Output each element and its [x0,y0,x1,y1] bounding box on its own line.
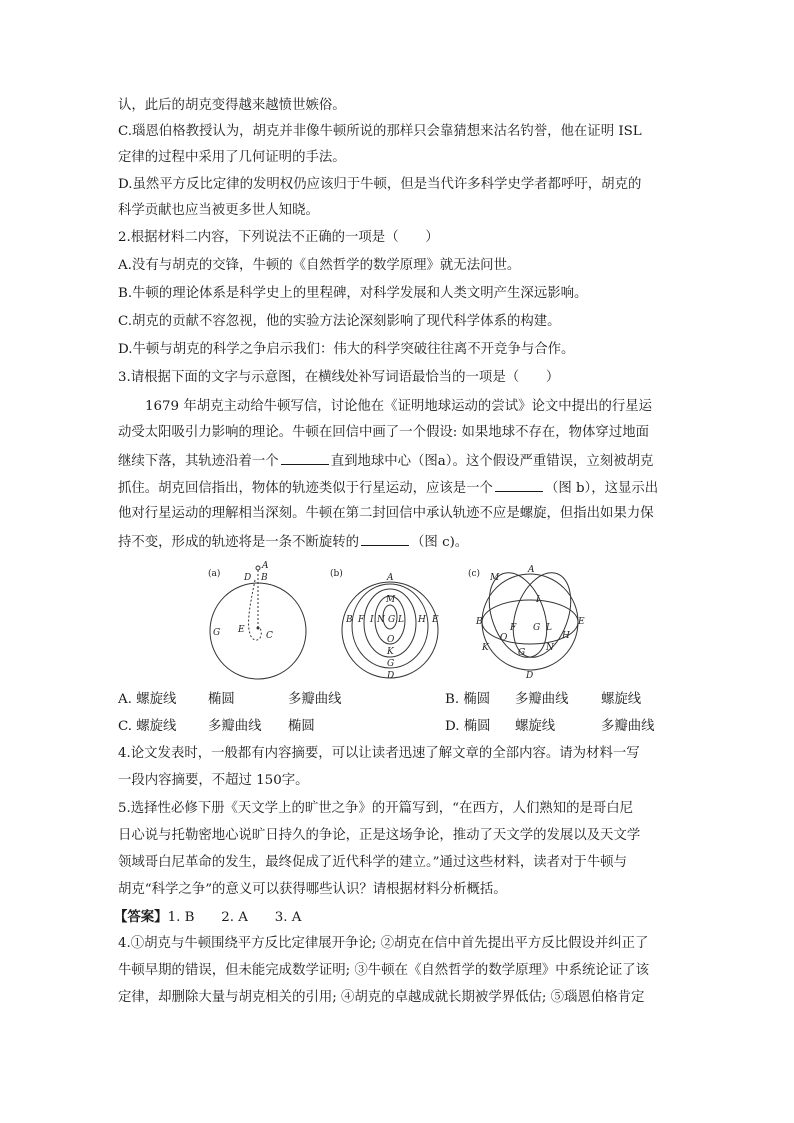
answer-4: 定律，却删除大量与胡克相关的引用; ④胡克的卓越成就长期被学界低估; ⑤瑙恩伯格肯定 [118,990,645,1005]
passage-line: 抓住。胡克回信指出，物体的轨迹类似于行星运动，应该是一个 （图 b），这显示出 [118,477,658,499]
question-2: 2.根据材料二内容，下列说法不正确的一项是（ ） [118,230,439,245]
svg-text:E: E [578,617,585,627]
answer-text: 1. B 2. A 3. A [167,910,302,925]
svg-text:C: C [266,631,273,641]
svg-text:D: D [244,573,252,583]
svg-text:K: K [387,647,394,657]
text-line: 认，此后的胡克变得越来越愤世嫉俗。 [118,98,346,113]
question-2-option-b: B.牛顿的理论体系是科学史上的里程碑，对科学发展和人类文明产生深远影响。 [118,286,588,301]
text-line: 科学贡献也应当被更多世人知晓。 [118,203,319,218]
svg-text:L: L [398,615,404,625]
passage-line: 持不变，形成的轨迹将是一条不断旋转的 （图 c)。 [118,531,468,553]
question-3-option-d: D. 椭圆 螺旋线 多瓣曲线 [445,719,655,734]
svg-text:G: G [388,615,396,625]
svg-text:A: A [528,565,535,575]
answer-line [114,907,301,928]
question-3-option-b: B. 椭圆 多瓣曲线 螺旋线 [445,692,642,707]
fill-blank-2 [495,477,543,492]
question-2-option-d: D.牛顿与胡克的科学之争启示我们：伟大的科学突破往往离不开竞争与合作。 [118,342,575,357]
text-line: 定律的过程中采用了几何证明的手法。 [118,150,346,165]
svg-text:D: D [387,671,395,681]
svg-text:B: B [346,615,353,625]
svg-text:F: F [358,615,365,625]
svg-text:H: H [562,631,570,641]
orbit-figures [200,560,620,685]
answer-4: 牛顿早期的错误，但未能完成数学证明; ③牛顿在《自然哲学的数学原理》中系统论证了该 [118,963,649,978]
question-3-option-a: A. 螺旋线 椭圆 多瓣曲线 [118,692,342,707]
svg-text:B: B [261,573,268,583]
svg-text:G: G [518,648,526,658]
fill-blank-3 [361,531,409,546]
svg-text:G: G [387,659,395,669]
question-2-option-a: A.没有与胡克的交锋，牛顿的《自然哲学的数学原理》就无法问世。 [118,258,521,273]
text-line: D.虽然平方反比定律的发明权仍应该归于牛顿，但是当代许多科学史学者都呼吁，胡克的 [118,177,642,192]
svg-text:L: L [546,623,552,633]
svg-text:I: I [536,595,540,605]
passage-line: 继续下落，其轨迹沿着一个 直到地球中心（图a）。这个假设严重错误，立刻被胡克 [118,450,653,472]
figure-b-tag: (b) [330,569,343,579]
question-4: 4.论文发表时，一般都有内容摘要，可以让读者迅速了解文章的全部内容。请为材料一写 [118,746,640,761]
passage-line: 他对行星运动的理解相当深刻。牛顿在第二封回信中承认轨迹不应是螺旋，但指出如果力保 [118,506,654,521]
svg-text:K: K [482,643,489,653]
figure-a [208,561,306,679]
figure-c-tag: (c) [468,569,481,579]
svg-text:E: E [432,615,439,625]
svg-text:D: D [526,671,534,681]
svg-text:H: H [418,615,426,625]
svg-text:A: A [387,573,394,583]
svg-text:M: M [490,573,500,583]
answer-label: 【答案】 [114,909,168,925]
text-line: C.瑙恩伯格教授认为，胡克并非像牛顿所说的那样只会靠猜想来沽名钓誉，他在证明 ISL [118,124,642,139]
svg-text:G: G [533,623,541,633]
svg-text:M: M [386,595,396,605]
svg-text:B: B [476,617,483,627]
figure-a-tag: (a) [208,569,221,579]
svg-text:O: O [387,635,395,645]
fill-blank-1 [281,450,329,465]
svg-text:A: A [262,561,269,571]
question-2-option-c: C.胡克的贡献不容忽视，他的实验方法论深刻影响了现代科学体系的构建。 [118,314,561,329]
svg-text:N: N [377,615,385,625]
question-4: 一段内容摘要，不超过 150字。 [118,773,309,788]
question-5: 领域哥白尼革命的发生，最终促成了近代科学的建立。”通过这些材料，读者对于牛顿与 [118,855,627,870]
question-3: 3.请根据下面的文字与示意图，在横线处补写词语最恰当的一项是（ ） [118,370,560,385]
svg-text:N: N [546,643,554,653]
question-5: 5.选择性必修下册《天文学上的旷世之争》的开篇写到，“在西方，人们熟知的是哥白尼 [118,801,634,816]
answer-4: 4.①胡克与牛顿围绕平方反比定律展开争论; ②胡克在信中首先提出平方反比假设并纠正了 [118,936,649,951]
question-5: 日心说与托勒密地心说旷日持久的争论，正是这场争论，推动了天文学的发展以及天文学 [118,828,641,843]
question-3-option-c: C. 螺旋线 多瓣曲线 椭圆 [118,719,315,734]
svg-text:O: O [500,633,508,643]
figure-b [330,568,439,681]
svg-text:E: E [238,625,245,635]
figure-c [468,565,585,681]
svg-text:I: I [370,615,374,625]
svg-text:F: F [510,623,517,633]
passage-line: 1679 年胡克主动给牛顿写信，讨论他在《证明地球运动的尝试》论文中提出的行星运 [145,399,653,414]
passage-line: 动受太阳吸引力影响的理论。牛顿在回信中画了一个假设: 如果地球不存在，物体穿过地面 [118,425,649,440]
question-5: 胡克“科学之争”的意义可以获得哪些认识？请根据材料分析概括。 [118,882,507,897]
svg-text:G: G [213,628,221,638]
